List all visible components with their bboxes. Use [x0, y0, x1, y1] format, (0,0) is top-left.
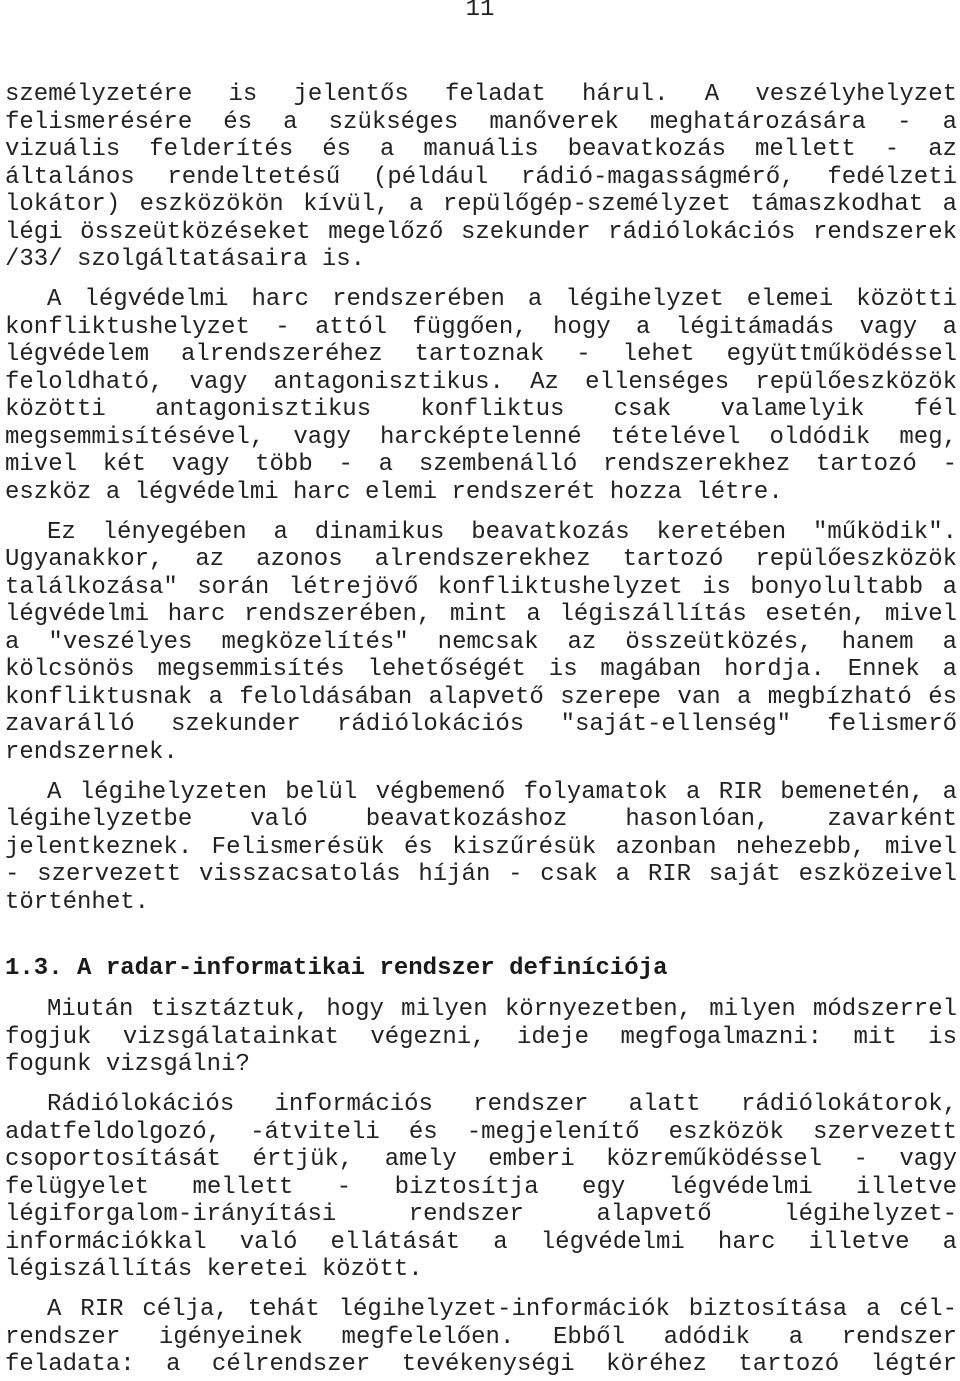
- paragraph-line: felügyelet mellett - biztosítja egy légvédelmi illetve: [5, 1173, 957, 1201]
- paragraph-line: feladata: a célrendszer tevékenységi köréhez tartozó légtér: [5, 1351, 957, 1379]
- paragraph-line: információkkal való ellátását a légvédelmi harc illetve a: [5, 1228, 957, 1256]
- section-number: 1.3.: [5, 955, 63, 983]
- paragraph-line: személyzetére is jelentős feladat hárul. A veszélyhelyzet: [5, 81, 957, 109]
- paragraph-line: jelentkeznek. Felismerésük és kiszűrésük azonban nehezebb, mivel: [5, 833, 957, 861]
- paragraph: [5, 286, 957, 506]
- paragraph: [5, 996, 957, 1079]
- section-heading: [5, 955, 957, 983]
- paragraph-line: Miután tisztáztuk, hogy milyen környezetben, milyen módszerrel: [47, 996, 957, 1024]
- paragraph-line: légihelyzetbe való beavatkozáshoz hasonlóan, zavarként: [5, 806, 957, 834]
- paragraph: [5, 1296, 957, 1379]
- page-number: 11: [465, 0, 495, 23]
- paragraph: [5, 1091, 957, 1284]
- paragraph-line: vizuális felderítés és a manuális beavatkozás mellett - az: [5, 136, 957, 164]
- paragraph-line: légiforgalom-irányítási rendszer alapvető légihelyzet-: [5, 1201, 957, 1229]
- paragraph-line: találkozása" során létrejövő konfliktushelyzet is bonyolultabb a: [5, 573, 957, 601]
- document-body: [5, 81, 957, 1379]
- paragraph-line: csoportosítását értjük, amely emberi közreműködéssel - vagy: [5, 1146, 957, 1174]
- paragraph-line: a "veszélyes megközelítés" nemcsak az összeütközés, hanem a: [5, 628, 957, 656]
- paragraph-line: rendszer igényeinek megfelelően. Ebből adódik a rendszer: [5, 1323, 957, 1351]
- paragraph-line: lokátor) eszközökön kívül, a repülőgép-személyzet támaszkodhat a: [5, 191, 957, 219]
- paragraph-line: történhet.: [5, 888, 150, 916]
- paragraph-line: rendszernek.: [5, 738, 178, 766]
- section-title: A radar-informatikai rendszer definíciója: [77, 955, 668, 983]
- paragraph-line: légiszállítás keretei között.: [5, 1256, 423, 1284]
- paragraph-line: - szervezett visszacsatolás híján - csak a RIR saját eszközeivel: [5, 861, 957, 889]
- paragraph-line: Rádiólokációs információs rendszer alatt rádiólokátorok,: [47, 1091, 957, 1119]
- paragraph-line: A légvédelmi harc rendszerében a légihelyzet elemei közötti: [47, 286, 957, 314]
- paragraph-line: légvédelem alrendszeréhez tartoznak - lehet együttműködéssel: [5, 341, 957, 369]
- paragraph-line: /33/ szolgáltatásaira is.: [5, 246, 366, 274]
- paragraph-line: Ez lényegében a dinamikus beavatkozás keretében "működik".: [47, 518, 957, 546]
- paragraph-line: adatfeldolgozó, -átviteli és -megjelenítő eszközök szervezett: [5, 1118, 957, 1146]
- paragraph-line: mivel két vagy több - a szembenálló rendszerekhez tartozó -: [5, 451, 957, 479]
- paragraph-line: fogunk vizsgálni?: [5, 1051, 250, 1079]
- paragraph-line: kölcsönös megsemmisítés lehetőségét is magában hordja. Ennek a: [5, 656, 957, 684]
- paragraph-line: fogjuk vizsgálatainkat végezni, ideje megfogalmazni: mit is: [5, 1023, 957, 1051]
- paragraph-line: általános rendeltetésű (például rádió-magasságmérő, fedélzeti: [5, 163, 957, 191]
- paragraph: [5, 779, 957, 917]
- paragraph: [5, 81, 957, 274]
- paragraph-line: zavarálló szekunder rádiólokációs "saját-ellenség" felismerő: [5, 711, 957, 739]
- paragraph-line: konfliktushelyzet - attól függően, hogy a légitámadás vagy a: [5, 313, 957, 341]
- paragraph: [5, 519, 957, 767]
- paragraph-line: eszköz a légvédelmi harc elemi rendszerét hozza létre.: [5, 478, 783, 506]
- paragraph-line: A légihelyzeten belül végbemenő folyamatok a RIR bemenetén, a: [47, 778, 957, 806]
- paragraph-line: Ugyanakkor, az azonos alrendszerekhez tartozó repülőeszközök: [5, 546, 957, 574]
- paragraph-line: konfliktusnak a feloldásában alapvető szerepe van a megbízható és: [5, 683, 957, 711]
- paragraph-line: felismerésére és a szükséges manőverek meghatározására - a: [5, 108, 957, 136]
- paragraph-line: megsemmisítésével, vagy harcképtelenné tételével oldódik meg,: [5, 423, 957, 451]
- paragraph-line: közötti antagonisztikus konfliktus csak valamelyik fél: [5, 396, 957, 424]
- paragraph-line: légi összeütközéseket megelőző szekunder rádiólokációs rendszerek: [5, 218, 957, 246]
- paragraph-line: légvédelmi harc rendszerében, mint a légiszállítás esetén, mivel: [5, 601, 957, 629]
- paragraph-line: A RIR célja, tehát légihelyzet-információk biztosítása a cél-: [47, 1296, 957, 1324]
- paragraph-line: feloldható, vagy antagonisztikus. Az ellenséges repülőeszközök: [5, 368, 957, 396]
